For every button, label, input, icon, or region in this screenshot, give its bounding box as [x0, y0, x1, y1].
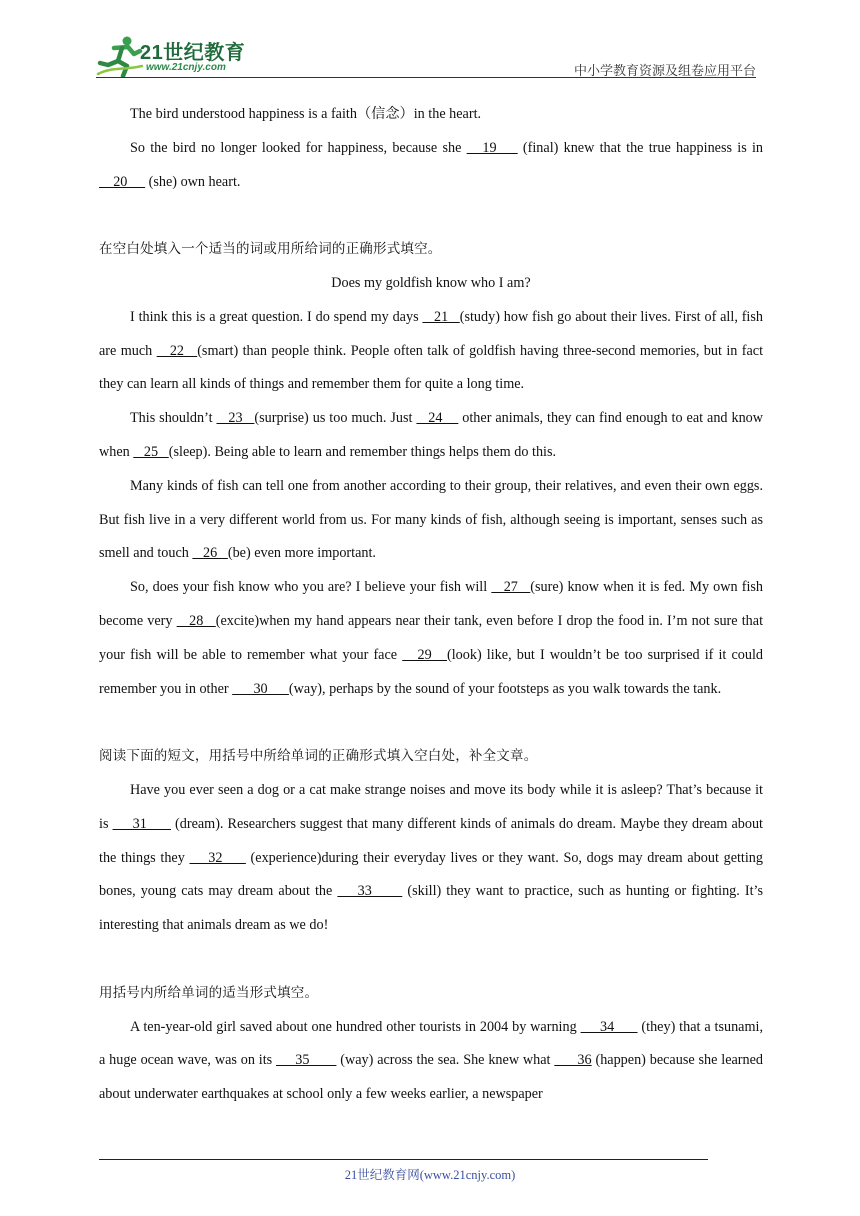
spacer	[99, 199, 763, 233]
paragraph: I think this is a great question. I do spend my days 21 (study) how fish go about their lives. First of all, fish are much 22 (smart) than people think. People often talk of goldfish having three-second memories, but in fact they can learn all kinds of things and remember them for quite a long time.	[99, 308, 764, 393]
blank-34[interactable]: 34	[580, 1018, 638, 1035]
blank-27[interactable]: 27	[491, 579, 531, 596]
section-instruction: 阅读下面的短文，用括号中所给单词的正确形式填入空白处，补全文章。	[99, 748, 538, 765]
blank-21[interactable]: 21	[422, 308, 460, 325]
blank-32[interactable]: 32	[189, 849, 246, 866]
paragraph: Have you ever seen a dog or a cat make strange noises and move its body while it is asleep? That’s because it is 31 (dream). Researchers suggest that many different kinds of animals do dream. Maybe they dream about the things they 32 (experience)during their everyday lives or they want. So, dogs may dream about getting bones, young cats may dream about the 33 (skill) they want to practice, such as hunting or fighting. It’s interesting that animals dream as we do!	[99, 781, 764, 934]
blank-31[interactable]: 31	[112, 815, 171, 832]
blank-20[interactable]: 20	[99, 173, 146, 190]
blank-28[interactable]: 28	[176, 612, 216, 629]
blank-30[interactable]: 30	[232, 680, 289, 697]
document-body	[99, 98, 763, 1112]
footer-divider	[99, 1159, 708, 1160]
paragraph: This shouldn’t 23 (surprise) us too much. Just 24 other animals, they can find enough to eat and know when 25 (sleep). Being able to learn and remember things helps them do this.	[99, 410, 763, 460]
spacer	[99, 706, 763, 740]
blank-29[interactable]: 29	[402, 646, 448, 663]
header-divider	[96, 77, 756, 78]
brand-logo[interactable]	[96, 34, 261, 78]
section-instruction: 用括号内所给单词的适当形式填空。	[99, 984, 319, 1001]
blank-23[interactable]: 23	[216, 410, 255, 427]
blank-33[interactable]: 33	[337, 883, 403, 900]
blank-24[interactable]: 24	[416, 410, 459, 427]
logo-url-text: www.21cnjy.com	[146, 62, 226, 73]
runner-logo-icon	[96, 34, 144, 78]
section-instruction: 在空白处填入一个适当的词或用所给词的正确形式填空。	[99, 241, 442, 258]
paragraph: The bird understood happiness is a faith（信念）in the heart.	[130, 106, 482, 122]
blank-19[interactable]: 19	[466, 139, 518, 156]
spacer	[99, 943, 763, 977]
paragraph: So the bird no longer looked for happiness, because she 19 (final) knew that the true happiness is in 20 (she) own heart.	[99, 139, 764, 190]
footer-text[interactable]: 21世纪教育网(www.21cnjy.com)	[344, 1168, 516, 1182]
blank-36[interactable]: 36	[554, 1052, 592, 1069]
logo-brand-text: 21世纪教育	[140, 42, 246, 64]
paragraph: Many kinds of fish can tell one from another according to their group, their relatives, and even their own eggs. But fish live in a very different world from us. For many kinds of fish, although seeing is important, senses such as smell and touch 26 (be) even more important.	[99, 477, 763, 562]
blank-26[interactable]: 26	[192, 545, 228, 562]
blank-22[interactable]: 22	[156, 342, 198, 359]
blank-25[interactable]: 25	[133, 443, 169, 460]
header-tagline: 中小学教育资源及组卷应用平台	[573, 64, 756, 79]
paragraph: A ten-year-old girl saved about one hundred other tourists in 2004 by warning 34 (they) that a tsunami, a huge ocean wave, was on its 35 (way) across the sea. She knew what 36 (happen) because she learned about underwater earthquakes at school only a few weeks earlier, a newspaper	[99, 1018, 764, 1103]
page-header	[0, 0, 860, 84]
paragraph: So, does your fish know who you are? I believe your fish will 27 (sure) know when it is fed. My own fish become very 28 (excite)when my hand appears near their tank, even before I drop the food in. I’m not sure that your fish will be able to remember what your face 29 (look) like, but I wouldn’t be too surprised if it could remember you in other 30 (way), perhaps by the sound of your footsteps as you walk towards the tank.	[99, 579, 764, 697]
blank-35[interactable]: 35	[276, 1052, 337, 1069]
passage-title: Does my goldfish know who I am?	[331, 274, 531, 291]
